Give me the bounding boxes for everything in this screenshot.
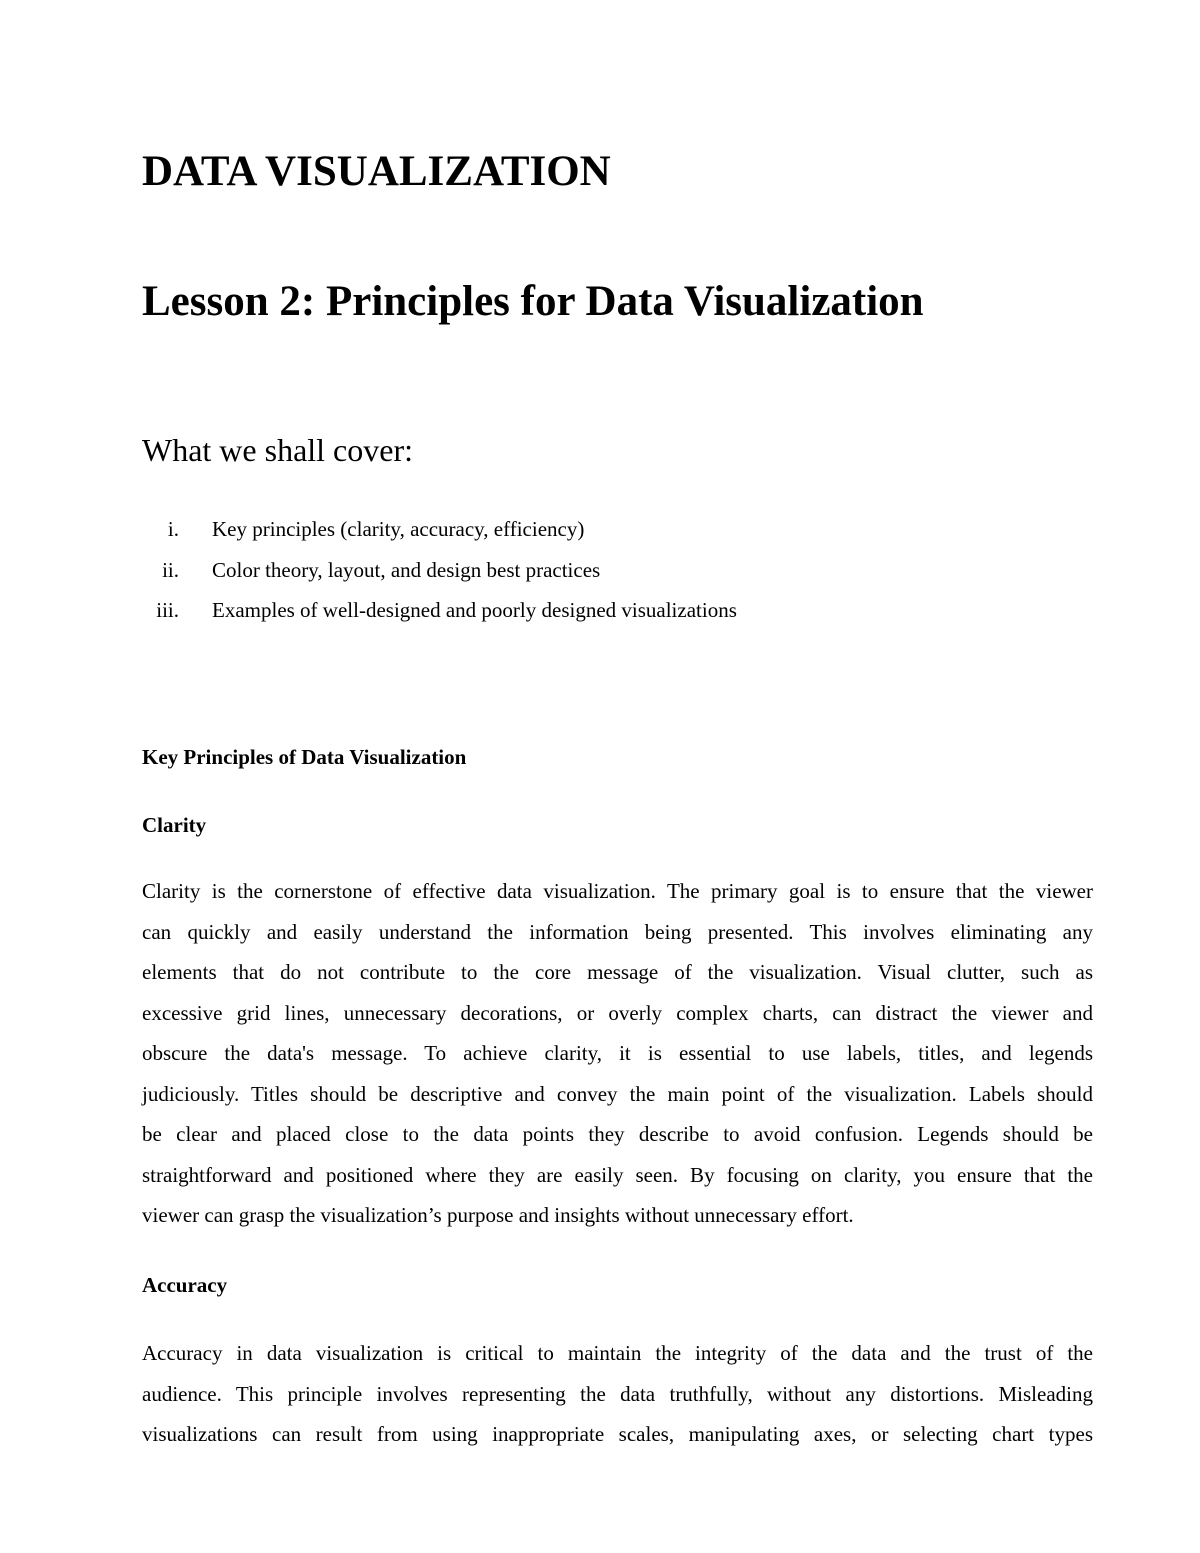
paragraph-line: Accuracy in data visualization is critical to maintain the integrity of the data and the trust of the [142,1341,1093,1365]
clarity-heading: Clarity [142,813,207,837]
list-numeral: i. [167,517,179,541]
cover-heading: What we shall cover: [142,432,413,468]
cover-list [142,514,1042,636]
paragraph-line: audience. This principle involves representing the data truthfully, without any distortions. Misleading [142,1381,1093,1406]
clarity-paragraph [142,871,1093,1236]
paragraph-line: can quickly and easily understand the information being presented. This involves eliminating any [142,919,1093,944]
accuracy-heading: Accuracy [142,1273,228,1297]
list-numeral: ii. [162,557,179,582]
paragraph-line: excessive grid lines, unnecessary decorations, or overly complex charts, can distract the viewer and [142,1000,1093,1025]
list-numeral: iii. [156,598,179,622]
paragraph-line: judiciously. Titles should be descriptive and convey the main point of the visualization. Labels should [142,1081,1093,1106]
paragraph-line: be clear and placed close to the data points they describe to avoid confusion. Legends should be [142,1122,1093,1146]
document-title: DATA VISUALIZATION [142,148,611,195]
paragraph-line: elements that do not contribute to the core message of the visualization. Visual clutter, such as [142,960,1093,984]
cover-list-item [142,514,1042,555]
cover-list-item [142,555,1042,596]
paragraph-line: Clarity is the cornerstone of effective data visualization. The primary goal is to ensure that the viewer [142,879,1093,903]
cover-list-item [142,595,1042,636]
accuracy-paragraph [142,1333,1093,1455]
paragraph-line: visualizations can result from using inappropriate scales, manipulating axes, or selecting chart types [142,1422,1093,1446]
lesson-title: Lesson 2: Principles for Data Visualization [142,278,924,325]
list-item-text: Examples of well-designed and poorly designed visualizations [212,598,737,622]
list-item-text: Color theory, layout, and design best practices [212,557,601,582]
paragraph-line: viewer can grasp the visualization’s purpose and insights without unnecessary effort. [142,1203,854,1227]
paragraph-line: obscure the data's message. To achieve clarity, it is essential to use labels, titles, and legends [142,1041,1093,1065]
list-item-text: Key principles (clarity, accuracy, efficiency) [212,517,585,541]
paragraph-line: straightforward and positioned where they are easily seen. By focusing on clarity, you ensure that the [142,1162,1093,1187]
key-principles-heading: Key Principles of Data Visualization [142,745,467,769]
